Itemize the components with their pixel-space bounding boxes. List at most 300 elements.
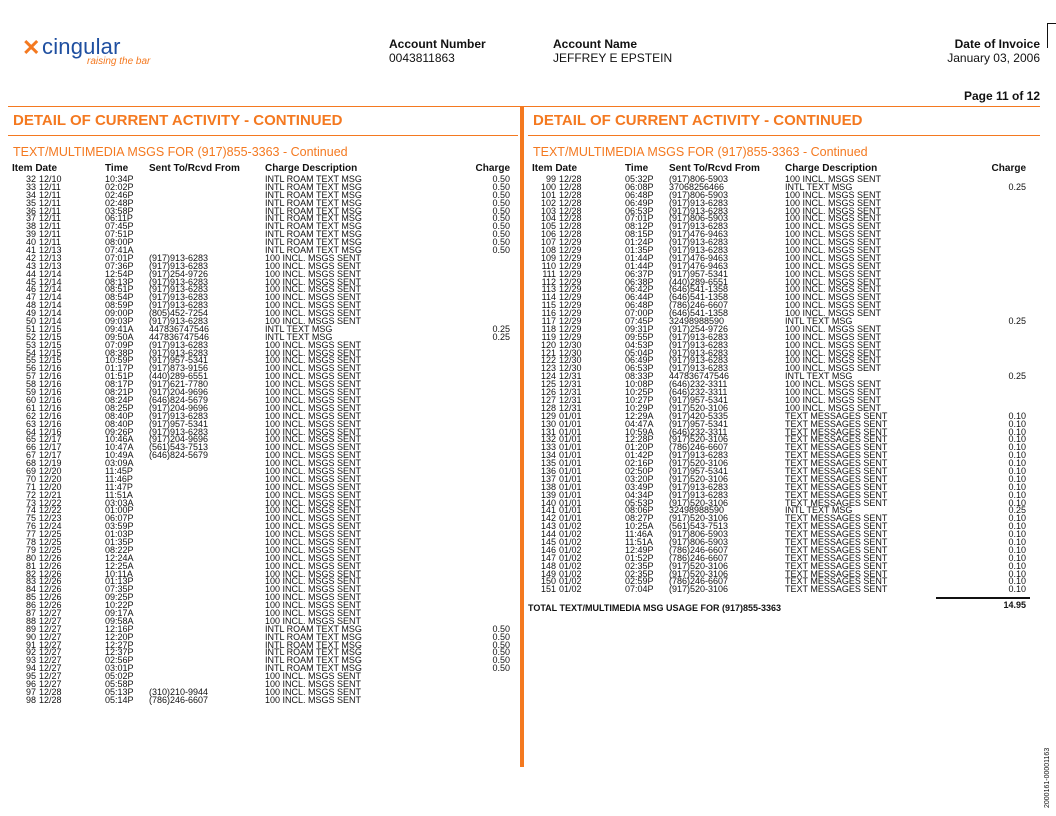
item-time: 07:01P [105,252,134,263]
charge-description: INTL ROAM TEXT MSG [265,639,362,650]
item-time: 10:34P [105,174,134,184]
charge-description: 100 INCL. MSGS SENT [265,489,362,500]
sent-to: (917)957-5341 [669,465,729,476]
charge-description: 100 INCL. MSGS SENT [265,284,362,295]
item-time: 07:00P [625,308,654,319]
charge-amount: 0.50 [492,213,510,224]
charge-description: 100 INCL. MSGS SENT [265,300,362,311]
item-number: 42 [25,252,36,263]
charge-description: INTL ROAM TEXT MSG [265,237,362,248]
table-row [528,276,1040,287]
table-row [528,318,1040,326]
table-row [528,247,1040,255]
charge-description: 100 INCL. MSGS SENT [265,308,362,319]
table-row [8,615,518,626]
item-time: 03:49P [625,481,654,492]
table-row [8,444,518,452]
item-number: 54 [25,347,36,358]
item-time: 01:20P [625,442,654,453]
item-date: 12/28 [39,686,62,697]
sent-to: (786)246-6607 [669,576,729,587]
charge-amount: 0.50 [492,631,510,642]
charge-amount: 0.10 [1008,473,1026,484]
table-row [8,602,518,610]
table-row [528,223,1040,231]
item-time: 09:26P [105,426,134,437]
item-number: 88 [25,615,36,626]
item-time: 01:35P [105,536,134,547]
item-date: 12/29 [559,276,582,287]
item-number: 79 [25,544,36,555]
sent-to: (917)520-3106 [669,497,729,508]
charge-description: INTL ROAM TEXT MSG [265,197,362,208]
item-number: 68 [25,458,36,469]
item-time: 10:25A [625,521,654,532]
charge-description: 100 INCL. MSGS SENT [265,481,362,492]
item-time: 08:40P [105,418,134,429]
item-number: 91 [25,639,36,650]
table-row [8,686,518,697]
item-number: 49 [25,308,36,319]
item-number: 132 [540,434,556,445]
subsection-title: TEXT/MULTIMEDIA MSGS FOR (917)855-3363 - Continued [13,145,348,159]
charge-description: 100 INCL. MSGS SENT [265,552,362,563]
item-time: 07:09P [105,339,134,350]
sent-to: 447836747546 [149,323,210,334]
item-date: 12/15 [39,355,62,366]
table-row [8,497,518,508]
table-row [8,665,518,673]
invoice-date-label: Date of Invoice [954,37,1040,51]
account-name-block [553,37,672,65]
item-date: 01/02 [559,544,582,555]
item-date: 12/29 [559,252,582,263]
item-number: 100 [540,181,556,192]
item-date: 12/30 [559,339,582,350]
sent-to: (917)913-6283 [149,347,209,358]
charge-description: 100 INCL. MSGS SENT [265,434,362,445]
charge-description: TEXT MESSAGES SENT [785,465,888,476]
item-number: 83 [25,576,36,587]
charge-amount: 0.50 [492,189,510,200]
sent-to: (310)210-9944 [149,686,209,697]
item-date: 12/28 [559,197,582,208]
item-time: 10:59P [105,355,134,366]
table-row [528,444,1040,452]
charge-amount: 0.10 [1008,513,1026,524]
item-number: 63 [25,418,36,429]
item-number: 107 [540,237,556,248]
item-date: 12/16 [39,426,62,437]
item-date: 01/02 [559,521,582,532]
table-row [8,426,518,437]
charge-description: 100 INCL. MSGS SENT [265,387,362,398]
charge-amount: 0.50 [492,197,510,208]
item-date: 01/01 [559,465,582,476]
charge-description: 100 INCL. MSGS SENT [265,584,362,595]
charge-amount: 0.50 [492,647,510,658]
item-number: 93 [25,655,36,666]
sent-to: 32498988590 [669,316,725,327]
invoice-date-value: January 03, 2006 [947,51,1040,65]
item-date: 01/02 [559,552,582,563]
item-date: 01/01 [559,442,582,453]
item-number: 85 [25,592,36,603]
charge-description: TEXT MESSAGES SENT [785,544,888,555]
item-time: 09:41A [105,323,134,334]
item-number: 138 [540,481,556,492]
item-time: 03:58P [105,205,134,216]
charge-description: 100 INCL. MSGS SENT [785,268,882,279]
charge-description: INTL ROAM TEXT MSG [265,181,362,192]
item-date: 12/27 [39,679,62,689]
table-row [528,536,1040,547]
charge-description: 100 INCL. MSGS SENT [265,450,362,461]
charge-description: 100 INCL. MSGS SENT [265,347,362,358]
item-number: 73 [25,497,36,508]
sent-to: (786)246-6607 [149,694,209,705]
item-time: 07:35P [105,584,134,595]
sent-to: (917)476-9463 [669,229,729,240]
charge-description: 100 INCL. MSGS SENT [785,402,882,413]
item-time: 12:24A [105,552,134,563]
charge-description: 100 INCL. MSGS SENT [265,316,362,327]
table-row [8,481,518,492]
charge-description: TEXT MESSAGES SENT [785,521,888,532]
item-time: 03:20P [625,473,654,484]
sent-to: (440)289-6551 [669,276,729,287]
sent-to: (917)913-6283 [669,450,729,461]
item-time: 02:16P [625,458,654,469]
sent-to: (917)520-3106 [669,402,729,413]
table-row [8,607,518,618]
item-time: 05:53P [625,497,654,508]
item-number: 111 [542,268,556,279]
sent-to: (917)957-5341 [149,355,209,366]
charge-description: 100 INCL. MSGS SENT [265,276,362,287]
item-number: 110 [541,260,556,271]
sent-to: (917)806-5903 [669,189,729,200]
charge-description: TEXT MESSAGES SENT [785,584,888,595]
item-date: 01/02 [559,529,582,540]
item-number: 39 [25,229,36,240]
sent-to: (917)913-6283 [669,237,729,248]
item-time: 08:17P [105,379,134,390]
table-row [8,231,518,239]
charge-description: TEXT MESSAGES SENT [785,552,888,563]
col-header-charge: Charge [991,163,1026,174]
item-date: 12/21 [39,489,62,500]
table-row [8,410,518,421]
item-number: 144 [540,529,556,540]
item-date: 12/27 [39,663,62,674]
item-number: 43 [25,260,36,271]
table-row [528,239,1040,247]
charge-amount: 0.10 [1008,458,1026,469]
item-number: 69 [25,465,36,476]
charge-description: INTL ROAM TEXT MSG [265,221,362,232]
item-time: 11:51A [105,489,133,500]
section-title: DETAIL OF CURRENT ACTIVITY - CONTINUED [533,112,863,129]
item-date: 12/16 [39,363,62,374]
item-date: 12/26 [39,568,62,579]
table-row [528,373,1040,381]
table-row [528,381,1040,389]
item-date: 12/28 [39,694,62,705]
charge-description: 100 INCL. MSGS SENT [785,331,882,342]
item-date: 12/29 [559,316,582,327]
item-number: 78 [25,536,36,547]
item-date: 12/31 [559,387,582,398]
charge-description: 100 INCL. MSGS SENT [265,426,362,437]
item-date: 01/01 [559,505,582,516]
charge-amount: 0.10 [1008,529,1026,540]
item-number: 55 [25,355,36,366]
item-number: 70 [25,473,36,484]
item-number: 87 [25,607,36,618]
item-date: 12/31 [559,394,582,405]
table-row [528,560,1040,571]
item-time: 07:36P [105,260,134,271]
charge-description: 100 INCL. MSGS SENT [265,363,362,374]
table-row [8,578,518,586]
item-number: 41 [25,245,36,256]
item-date: 12/28 [559,221,582,232]
table-row [528,339,1040,350]
sent-to: (917)913-6283 [149,260,209,271]
charge-description: 100 INCL. MSGS SENT [785,252,882,263]
charge-description: 100 INCL. MSGS SENT [265,607,362,618]
col-header-description: Charge Description [785,163,878,174]
activity-table-left [8,176,518,705]
item-date: 12/30 [559,355,582,366]
sent-to: (917)913-6283 [149,316,209,327]
charge-description: 100 INCL. MSGS SENT [265,686,362,697]
item-date: 12/15 [39,331,62,342]
item-time: 06:44P [625,292,654,303]
item-date: 12/31 [559,402,582,413]
charge-amount: 0.25 [1008,505,1026,516]
item-date: 12/29 [559,300,582,311]
sent-to: (917)913-6283 [669,481,729,492]
sent-to: (917)913-6283 [669,355,729,366]
item-date: 12/25 [39,544,62,555]
charge-amount: 0.50 [492,245,510,256]
item-date: 12/30 [559,347,582,358]
table-row [8,373,518,381]
item-date: 12/27 [39,623,62,634]
item-number: 114 [541,292,556,303]
item-time: 08:33P [625,371,654,382]
charge-description: 100 INCL. MSGS SENT [785,379,882,390]
sent-to: (917)520-3106 [669,584,729,595]
item-date: 12/29 [559,237,582,248]
item-date: 12/14 [39,308,62,319]
item-number: 127 [540,394,556,405]
charge-description: 100 INCL. MSGS SENT [785,229,882,240]
sent-to: (917)204-9696 [149,387,209,398]
charge-description: TEXT MESSAGES SENT [785,473,888,484]
sent-to: (917)913-6283 [669,331,729,342]
charge-description: 100 INCL. MSGS SENT [265,513,362,524]
item-time: 01:42P [625,450,654,461]
item-time: 06:42P [625,284,654,295]
charge-amount: 0.25 [1008,316,1026,327]
charge-description: 100 INCL. MSGS SENT [785,284,882,295]
item-date: 01/01 [559,497,582,508]
item-date: 12/27 [39,615,62,626]
item-date: 12/11 [39,181,61,192]
table-row [8,623,518,634]
table-row [8,594,518,602]
item-number: 128 [540,402,556,413]
item-number: 115 [541,300,556,311]
item-time: 08:38P [105,347,134,358]
charge-description: 100 INCL. MSGS SENT [785,387,882,398]
item-time: 09:00P [105,308,134,319]
sent-to: (917)913-6283 [149,300,209,311]
charge-amount: 0.50 [492,639,510,650]
charge-description: 100 INCL. MSGS SENT [785,221,882,232]
col-header-time: Time [625,163,649,174]
table-row [528,489,1040,500]
table-row [528,497,1040,508]
sent-to: (917)476-9463 [669,252,729,263]
item-date: 12/13 [39,260,62,271]
item-date: 12/29 [559,308,582,319]
table-row [8,507,518,515]
charge-amount: 0.10 [1008,489,1026,500]
sent-to: (786)246-6607 [669,544,729,555]
sent-to: (917)520-3106 [669,473,729,484]
charge-amount: 0.10 [1008,481,1026,492]
table-row [528,286,1040,294]
sent-to: (917)957-5341 [669,418,729,429]
table-row [528,426,1040,437]
item-time: 08:54P [105,292,134,303]
item-number: 118 [541,323,556,334]
section-rule [8,135,518,136]
column-divider [520,106,524,767]
table-row [8,586,518,594]
section-rule [528,135,1040,136]
item-date: 12/26 [39,576,62,587]
item-date: 12/31 [559,371,582,382]
item-date: 12/28 [559,181,582,192]
table-row [8,268,518,279]
item-time: 09:50A [105,331,134,342]
item-number: 48 [25,300,36,311]
item-date: 01/02 [559,560,582,571]
item-time: 07:04P [625,584,654,595]
sent-to: (917)520-3106 [669,513,729,524]
table-row [8,536,518,547]
sent-to: (917)254-9726 [669,323,729,334]
charge-description: 100 INCL. MSGS SENT [265,679,362,689]
item-date: 12/16 [39,387,62,398]
sent-to: (917)913-6283 [149,339,209,350]
item-number: 57 [25,371,36,382]
charge-description: TEXT MESSAGES SENT [785,442,888,453]
logo-wordmark: cingular [42,34,121,59]
charge-description: 100 INCL. MSGS SENT [265,339,362,350]
item-date: 12/29 [559,268,582,279]
item-time: 12:54P [105,268,134,279]
item-date: 12/27 [39,607,62,618]
charge-description: 100 INCL. MSGS SENT [265,292,362,303]
item-number: 112 [541,276,556,287]
item-time: 08:24P [105,394,134,405]
table-row [8,489,518,500]
item-number: 130 [540,418,556,429]
charge-amount: 0.50 [492,221,510,232]
item-time: 01:35P [625,245,654,256]
table-row [528,552,1040,563]
sent-to: (646)232-3311 [669,387,728,398]
sent-to: 447836747546 [149,331,210,342]
item-number: 46 [25,284,36,295]
item-date: 12/13 [39,252,62,263]
table-row [528,310,1040,318]
item-time: 08:06P [625,505,654,516]
col-header-sent-to: Sent To/Rcvd From [669,163,760,174]
item-date: 12/29 [559,245,582,256]
item-number: 76 [25,521,36,532]
item-time: 06:11P [105,213,133,224]
item-number: 37 [25,213,36,224]
item-date: 01/01 [559,481,582,492]
item-time: 07:45P [625,316,654,327]
item-date: 12/17 [39,442,62,453]
sent-to: (646)824-5679 [149,450,209,461]
item-time: 02:46P [105,189,134,200]
charge-description: TEXT MESSAGES SENT [785,410,888,421]
item-time: 01:44P [625,252,654,263]
table-row [8,394,518,405]
item-number: 126 [540,387,556,398]
item-number: 117 [541,316,556,327]
table-row [8,347,518,358]
item-number: 104 [540,213,556,224]
item-number: 103 [540,205,556,216]
item-time: 01:24P [625,237,654,248]
item-date: 12/11 [39,237,61,248]
item-number: 47 [25,292,36,303]
section-title: DETAIL OF CURRENT ACTIVITY - CONTINUED [13,112,343,129]
item-date: 12/28 [559,229,582,240]
sent-to: (646)232-3311 [669,379,728,390]
item-date: 01/01 [559,513,582,524]
account-name-value: JEFFREY E EPSTEIN [553,51,673,65]
item-date: 12/27 [39,639,62,650]
table-row [8,639,518,650]
charge-description: 100 INCL. MSGS SENT [265,600,362,611]
table-row [8,560,518,571]
table-row [8,247,518,255]
table-row [8,673,518,681]
item-number: 33 [25,181,36,192]
item-time: 08:51P [105,284,134,295]
item-number: 75 [25,513,36,524]
table-row [8,302,518,310]
table-row [8,365,518,373]
item-time: 06:08P [625,181,654,192]
table-row [528,523,1040,531]
sent-to: (917)621-7780 [149,379,209,390]
item-time: 12:37P [105,647,134,658]
document-id [1044,720,1054,810]
charge-description: INTL TEXT MSG [785,371,853,382]
